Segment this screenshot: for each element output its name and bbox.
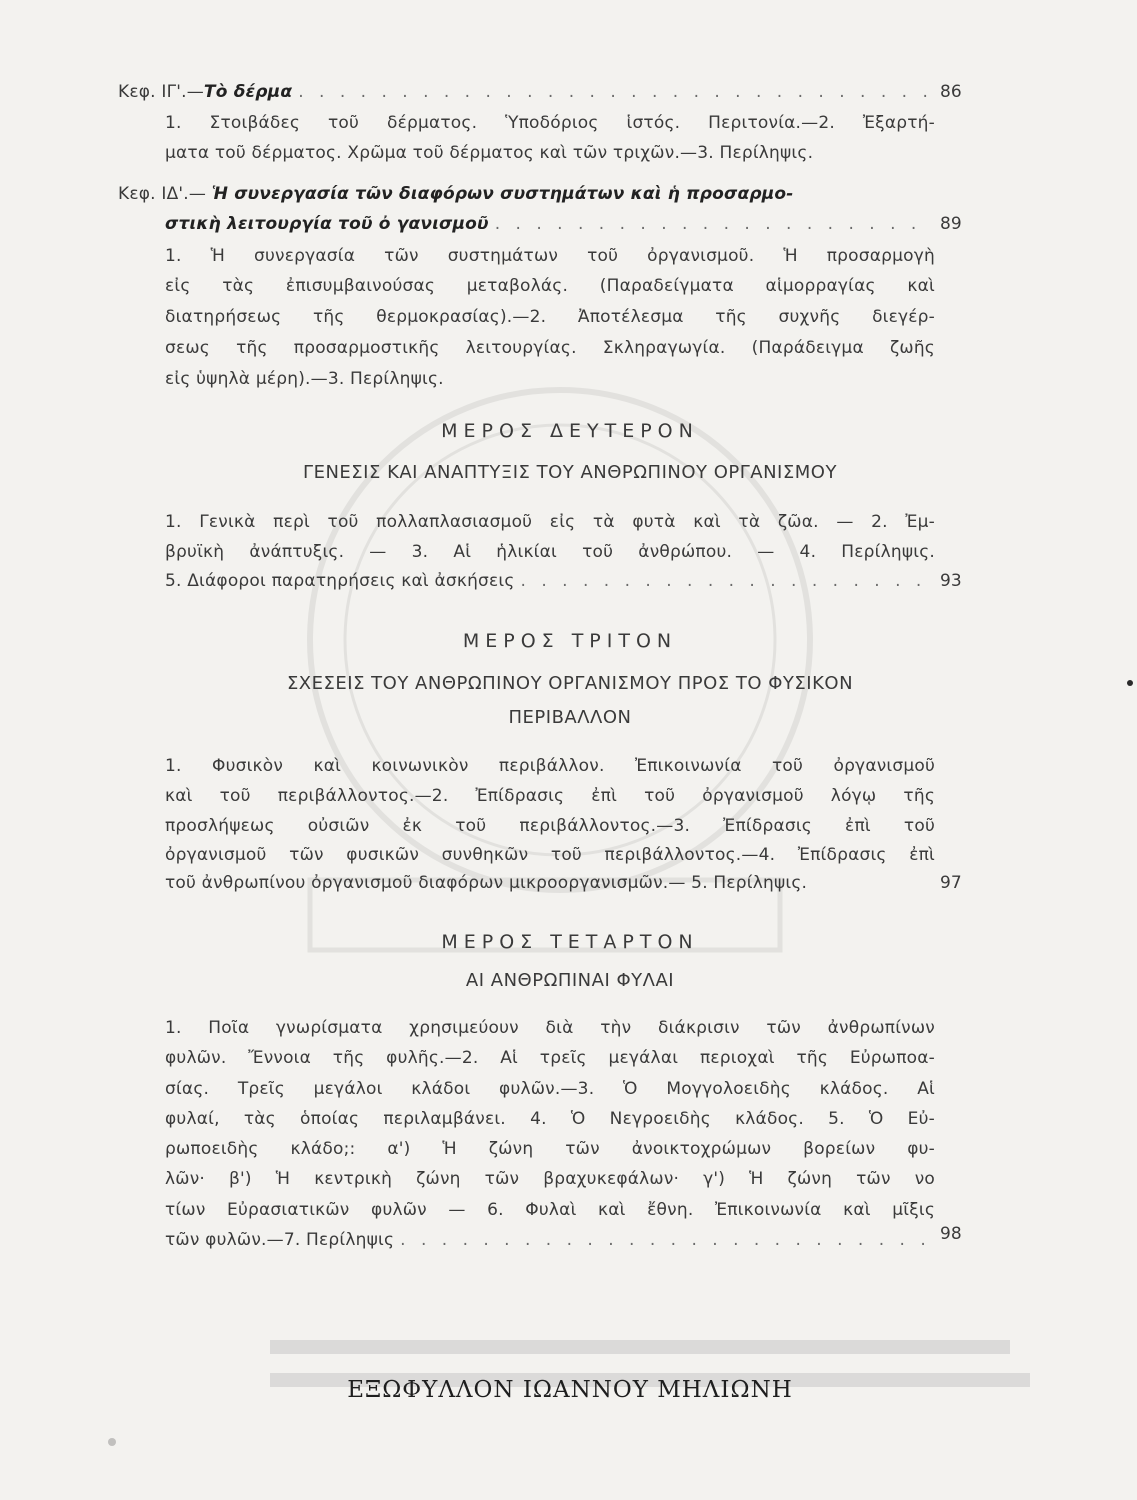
part-4-body-line: ρωποειδὴς κλάδο;: α') Ἡ ζώνη τῶν ἀνοικτοχρώμων βορείων φυ- [165, 1139, 935, 1159]
chapter-13-body-line: ματα τοῦ δέρματος. Χρῶμα τοῦ δέρματος καὶ τῶν τριχῶν.—3. Περίληψις. [165, 143, 814, 163]
ink-spot [1127, 680, 1133, 686]
part-4-body-line: τίων Εὐρασιατικῶν φυλῶν — 6. Φυλαὶ καὶ ἔθνη. Ἐπικοινωνία καὶ μῖξις [165, 1200, 935, 1220]
part-2-body-line: 1. Γενικὰ περὶ τοῦ πολλαπλασιασμοῦ εἰς τὰ φυτὰ καὶ τὰ ζῶα. — 2. Ἐμ- [165, 512, 935, 532]
part-2-body-line: βρυϊκὴ ἀνάπτυξις. — 3. Αἱ ἡλικίαι τοῦ ἀνθρώπου. — 4. Περίληψις. [165, 542, 935, 562]
chapter-14-title-part1: Ἡ συνεργασία τῶν διαφόρων συστημάτων καὶ ἡ προσαρμο- [211, 184, 794, 204]
part-4-last-line [165, 1228, 935, 1252]
part-3-body-line: τοῦ ἀνθρωπίνου ὀργανισμοῦ διαφόρων μικροοργανισμῶν.— 5. Περίληψις. [165, 873, 808, 893]
chapter-14-body-line: 1. Ἡ συνεργασία τῶν συστημάτων τοῦ ὀργανισμοῦ. Ἡ προσαρμογὴ [165, 246, 935, 266]
part-2-last-line-text: 5. Διάφοροι παρατηρήσεις καὶ ἀσκήσεις [165, 571, 515, 591]
part-3-subheading-line2: ΠΕΡΙΒΑΛΛΟΝ [508, 707, 632, 728]
chapter-13-page: 86 [940, 82, 962, 102]
dot-leader [495, 212, 929, 236]
part-3-body-line: καὶ τοῦ περιβάλλοντος.—2. Ἐπίδρασις ἐπὶ τοῦ ὀργανισμοῦ λόγῳ τῆς [165, 786, 935, 806]
chapter-13-body-line: 1. Στοιβάδες τοῦ δέρματος. Ὑποδόριος ἱστός. Περιτονία.—2. Ἐξαρτή- [165, 113, 935, 133]
part-4-body-line: σίας. Τρεῖς μεγάλοι κλάδοι φυλῶν.—3. Ὁ Μογγολοειδὴς κλάδος. Αἱ [165, 1079, 935, 1099]
part-3-body-line: προσλήψεως οὐσιῶν ἐκ τοῦ περιβάλλοντος.—3. Ἐπίδρασις ἐπὶ τοῦ [165, 816, 935, 836]
cover-credit: ΕΞΩΦΥΛΛΟΝ ΙΩΑΝΝΟΥ ΜΗΛΙΩΝΗ [347, 1377, 793, 1403]
part-2-page: 93 [940, 571, 962, 591]
part-3-heading: ΜΕΡΟΣ ΤΡΙΤΟΝ [462, 630, 678, 652]
part-3-subheading-line1: ΣΧΕΣΕΙΣ ΤΟΥ ΑΝΘΡΩΠΙΝΟΥ ΟΡΓΑΝΙΣΜΟΥ ΠΡΟΣ ΤΟ ΦΥΣΙΚΟΝ [286, 673, 854, 694]
ink-spot [108, 1438, 116, 1446]
chapter-14-title-part2: στικὴ λειτουργία τοῦ ὀ γανισμοῦ [165, 214, 489, 234]
chapter-14-body-line: διατηρήσεως τῆς θερμοκρασίας).—2. Ἀποτέλεσμα τῆς συχνῆς διεγέρ- [165, 307, 935, 327]
part-4-body-line: λῶν· β') Ἡ κεντρικὴ ζώνη τῶν βραχυκεφάλων· γ') Ἡ ζώνη τῶν νο [165, 1169, 935, 1189]
part-4-subheading: ΑΙ ΑΝΘΡΩΠΙΝΑΙ ΦΥΛΑΙ [465, 970, 675, 991]
part-4-last-line-text: τῶν φυλῶν.—7. Περίληψις [165, 1230, 395, 1250]
chapter-14-label: Κεφ. ΙΔ'.— [118, 184, 207, 204]
chapter-14-body-line: εἰς τὰς ἐπισυμβαινούσας μεταβολάς. (Παραδείγματα αἱμορραγίας καὶ [165, 276, 935, 296]
chapter-13-label: Κεφ. ΙΓ'.— [118, 82, 204, 102]
part-4-body-line: φυλαί, τὰς ὁποίας περιλαμβάνει. 4. Ὁ Νεγροειδὴς κλάδος. 5. Ὁ Εὐ- [165, 1109, 935, 1129]
dot-leader [298, 80, 927, 104]
part-3-body-line: ὀργανισμοῦ τῶν φυσικῶν συνθηκῶν τοῦ περιβάλλοντος.—4. Ἐπίδρασις ἐπὶ [165, 845, 935, 865]
part-4-body-line: φυλῶν. Ἔννοια τῆς φυλῆς.—2. Αἱ τρεῖς μεγάλαι περιοχαὶ τῆς Εὐρωποα- [165, 1048, 935, 1068]
chapter-14-body-line: εἰς ὑψηλὰ μέρη).—3. Περίληψις. [165, 369, 444, 389]
chapter-14-page: 89 [940, 214, 962, 234]
chapter-14-body-line: σεως τῆς προσαρμοστικῆς λειτουργίας. Σκληραγωγία. (Παράδειγμα ζωῆς [165, 338, 935, 358]
part-2-last-line [165, 569, 935, 593]
part-4-page: 98 [940, 1224, 962, 1244]
part-4-body-line: 1. Ποῖα γνωρίσματα χρησιμεύουν διὰ τὴν διάκρισιν τῶν ἀνθρωπίνων [165, 1018, 935, 1038]
part-2-subheading: ΓΕΝΕΣΙΣ ΚΑΙ ΑΝΑΠΤΥΞΙΣ ΤΟΥ ΑΝΘΡΩΠΙΝΟΥ ΟΡΓΑΝΙΣΜΟΥ [303, 462, 837, 483]
part-3-body-line: 1. Φυσικὸν καὶ κοινωνικὸν περιβάλλον. Ἐπικοινωνία τοῦ ὀργανισμοῦ [165, 756, 935, 776]
chapter-14-title-line2 [165, 212, 935, 236]
chapter-13-title: Τὸ δέρμα [203, 82, 293, 102]
part-3-page: 97 [940, 873, 962, 893]
dot-leader [400, 1228, 929, 1252]
dot-leader [521, 569, 929, 593]
part-2-heading: ΜΕΡΟΣ ΔΕΥΤΕΡΟΝ [441, 420, 699, 442]
chapter-14-title-line [118, 182, 938, 206]
part-4-heading: ΜΕΡΟΣ ΤΕΤΑΡΤΟΝ [441, 931, 699, 953]
chapter-13-title-line [118, 80, 933, 104]
